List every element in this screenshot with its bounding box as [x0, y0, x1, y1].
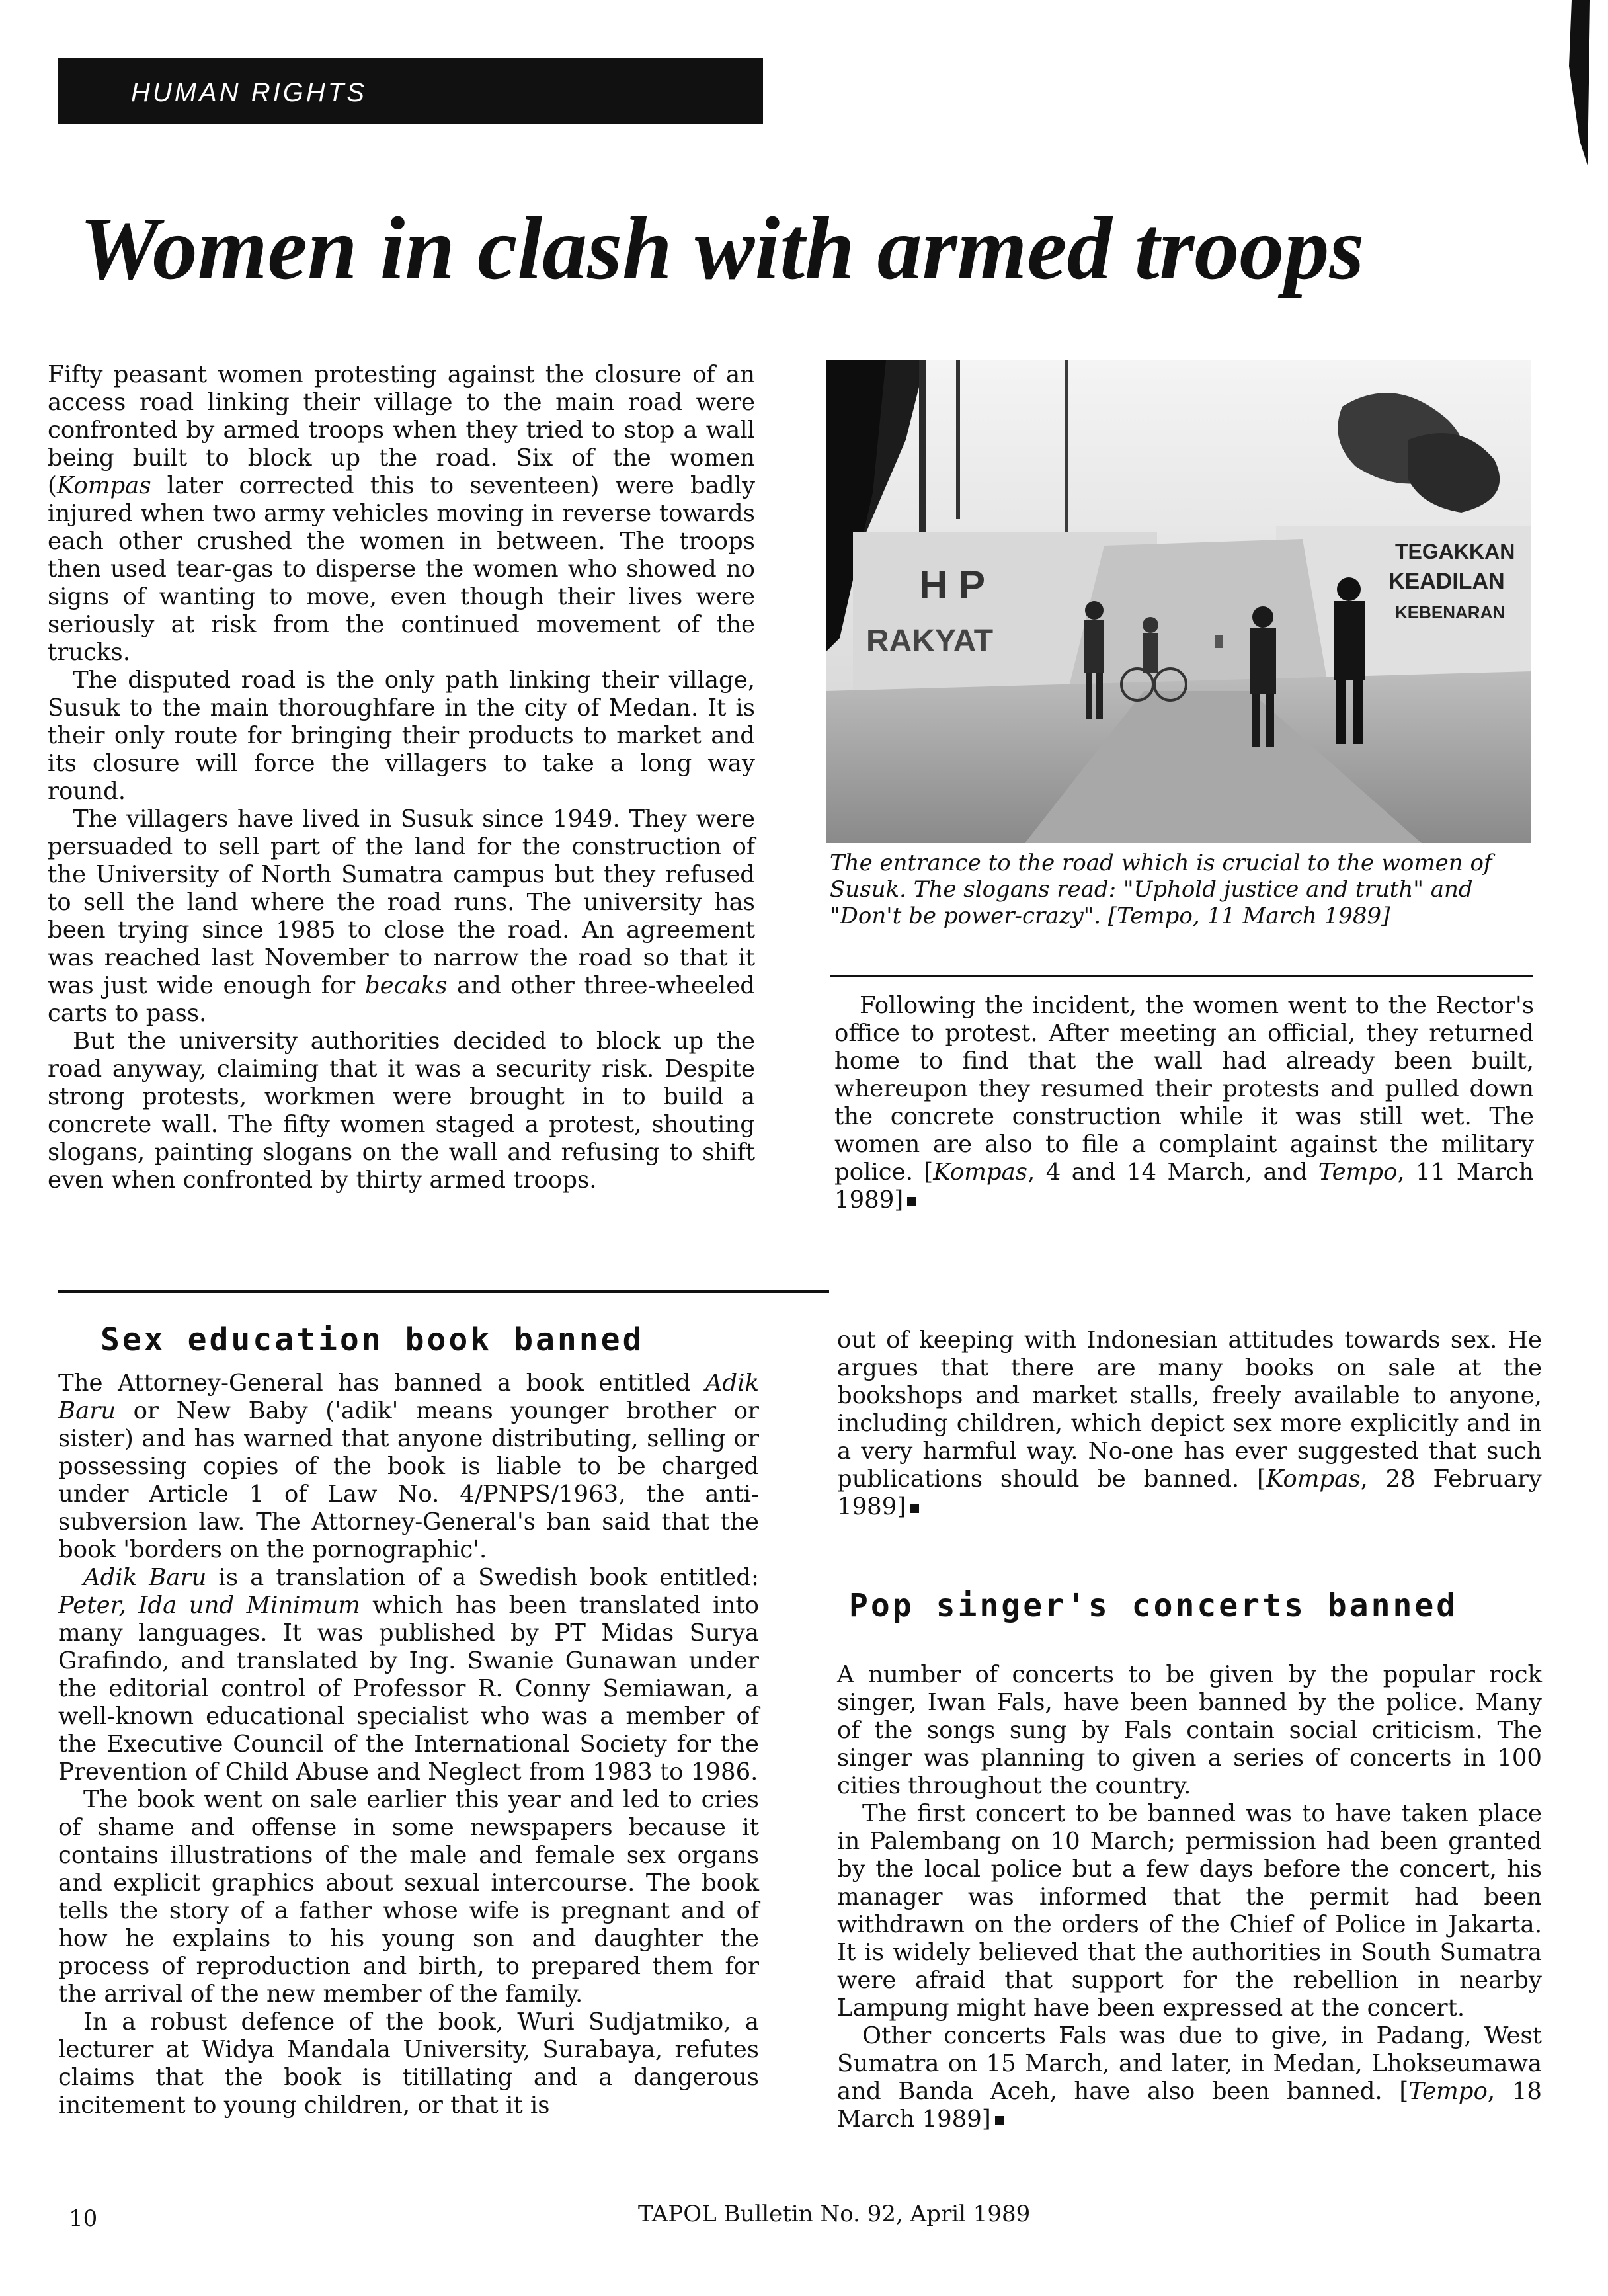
svg-text:RAKYAT: RAKYAT: [866, 624, 994, 659]
article2-title: Sex education book banned: [100, 1321, 645, 1358]
article3-title: Pop singer's concerts banned: [849, 1587, 1459, 1624]
article1-body: [48, 361, 755, 1194]
article1-paragraph: But the university authorities decided to block up the road anyway, claiming that it was a security risk. Despite strong protests, workmen were brought in to build a concrete wall. The fifty women staged a protest, shouting slogans, painting slogans on the wall and refusing to shift even when confronted by thirty armed troops.: [48, 1028, 755, 1194]
article1-paragraph: The disputed road is the only path linking their village, Susuk to the main thoroughfare in the city of Medan. It is their only route for bringing their products to market and its closure will force the villagers to take a long way round.: [48, 667, 755, 805]
svg-text:H P: H P: [919, 563, 986, 607]
scan-edge-mark: [1564, 0, 1590, 165]
article1-paragraph: The villagers have lived in Susuk since 1949. They were persuaded to sell part of the land for the construction of the University of North Sumatra campus but they refused to sell the land where the road runs. The university has been trying since 1985 to close the road. An agreement was reached last November to narrow the road so that it was just wide enough for becaks and other three-wheeled carts to pass.: [48, 805, 755, 1027]
section-banner: [58, 58, 763, 124]
article3-paragraph: Other concerts Fals was due to give, in Padang, West Sumatra on 15 March, and later, in Medan, Lhokseumawa and Banda Aceh, have also been banned. [Tempo, 18 March 1989]: [837, 2022, 1543, 2133]
article2-continuation-text: out of keeping with Indonesian attitudes towards sex. He argues that there are many books on sale at the bookshops and market stalls, freely available to anyone, including children, which depict sex more explicitly and in a very harmful way. No-one has ever suggested that such publications should be banned. [Kompas, 28 February 1989]: [837, 1327, 1542, 1520]
article3-paragraph: The first concert to be banned was to have taken place in Palembang on 10 March; permission had been granted by the local police but a few days before the concert, his manager was informed that the permit had been withdrawn on the orders of the Chief of Police in Jakarta. It is widely believed that the authorities in South Sumatra were afraid that support for the rebellion in nearby Lampung might have been expressed at the concert.: [837, 1800, 1542, 2022]
section-label: HUMAN RIGHTS: [131, 78, 367, 107]
article1-photo: [826, 360, 1531, 843]
photo-caption: The entrance to the road which is crucial to the women of Susuk. The slogans read: "Uphold justice and truth" and "Don't be power-crazy". [Tempo, 11 March 1989]: [830, 850, 1492, 929]
article1-paragraph: Fifty peasant women protesting against the closure of an access road linking their village to the main road were confronted by armed troops when they tried to stop a wall being built to block up the road. Six of the women (Kompas later corrected this to seventeen) were badly injured when two army vehicles moving in reverse towards each other crushed the women in between. The troops then used tear-gas to disperse the women who showed no signs of wanting to move, even though their lives were seriously at risk from the continued movement of the trucks.: [48, 361, 755, 666]
end-of-article-mark: [995, 2116, 1004, 2125]
road-entrance-photo: [826, 360, 1531, 843]
article2-continuation: [837, 1327, 1542, 1521]
headline: Women in clash with armed troops: [79, 199, 1365, 298]
publication-footer: TAPOL Bulletin No. 92, April 1989: [638, 2201, 1031, 2227]
photo-slogan-line: KEBENARAN: [1395, 602, 1506, 622]
article2-paragraph: In a robust defence of the book, Wuri Sudjatmiko, a lecturer at Widya Mandala University, Surabaya, refutes claims that the book is titillating and a dangerous incitement to young children, or that it is: [58, 2008, 759, 2119]
article2-paragraph: The Attorney-General has banned a book entitled Adik Baru or New Baby ('adik' means younger brother or sister) and has warned that anyone distributing, selling or possessing copies of the book is liable to be charged under Article 1 of Law No. 4/PNPS/1963, the anti-subversion law. The Attorney-General's ban said that the book 'borders on the pornographic'.: [58, 1370, 759, 1563]
caption-rule: [830, 975, 1533, 977]
photo-slogan-line: KEADILAN: [1388, 569, 1505, 594]
article3-body: [837, 1661, 1542, 2133]
page-number: 10: [69, 2205, 98, 2232]
article2-body: [58, 1370, 759, 2119]
end-of-article-mark: [907, 1197, 916, 1206]
article2-paragraph: Adik Baru is a translation of a Swedish book entitled: Peter, Ida und Minimum which has been translated into many languages. It was published by PT Midas Surya Grafindo, and translated by Ing. Swanie Gunawan under the editorial control of Professor R. Conny Semiawan, a well-known educational specialist who was a member of the Executive Council of the International Society for the Prevention of Child Abuse and Neglect from 1983 to 1986.: [58, 1564, 759, 1785]
article-separator-rule: [58, 1290, 829, 1293]
end-of-article-mark: [910, 1504, 919, 1513]
article1-continuation-text: Following the incident, the women went to the Rector's office to protest. After meeting an official, they returned home to find that the wall had already been built, whereupon they resumed their protests and pulled down the concrete construction while it was still wet. The women are also to file a complaint against the military police. [Kompas, 4 and 14 March, and Tempo, 11 March 1989]: [834, 992, 1534, 1213]
article2-paragraph: The book went on sale earlier this year and led to cries of shame and offense in some newspapers because it contains illustrations of the male and female sex organs and explicit graphics about sexual intercourse. The book tells the story of a father whose wife is pregnant and of how he explains to his young son and daughter the process of reproduction and birth, to prepared them for the arrival of the new member of the family.: [58, 1786, 759, 2008]
article3-paragraph: A number of concerts to be given by the popular rock singer, Iwan Fals, have been banned by the police. Many of the songs sung by Fals contain social criticism. The singer was planning to given a series of concerts in 100 cities throughout the country.: [837, 1661, 1542, 1799]
photo-slogan-line: TEGAKKAN: [1395, 540, 1515, 563]
article1-continuation: [834, 992, 1534, 1214]
